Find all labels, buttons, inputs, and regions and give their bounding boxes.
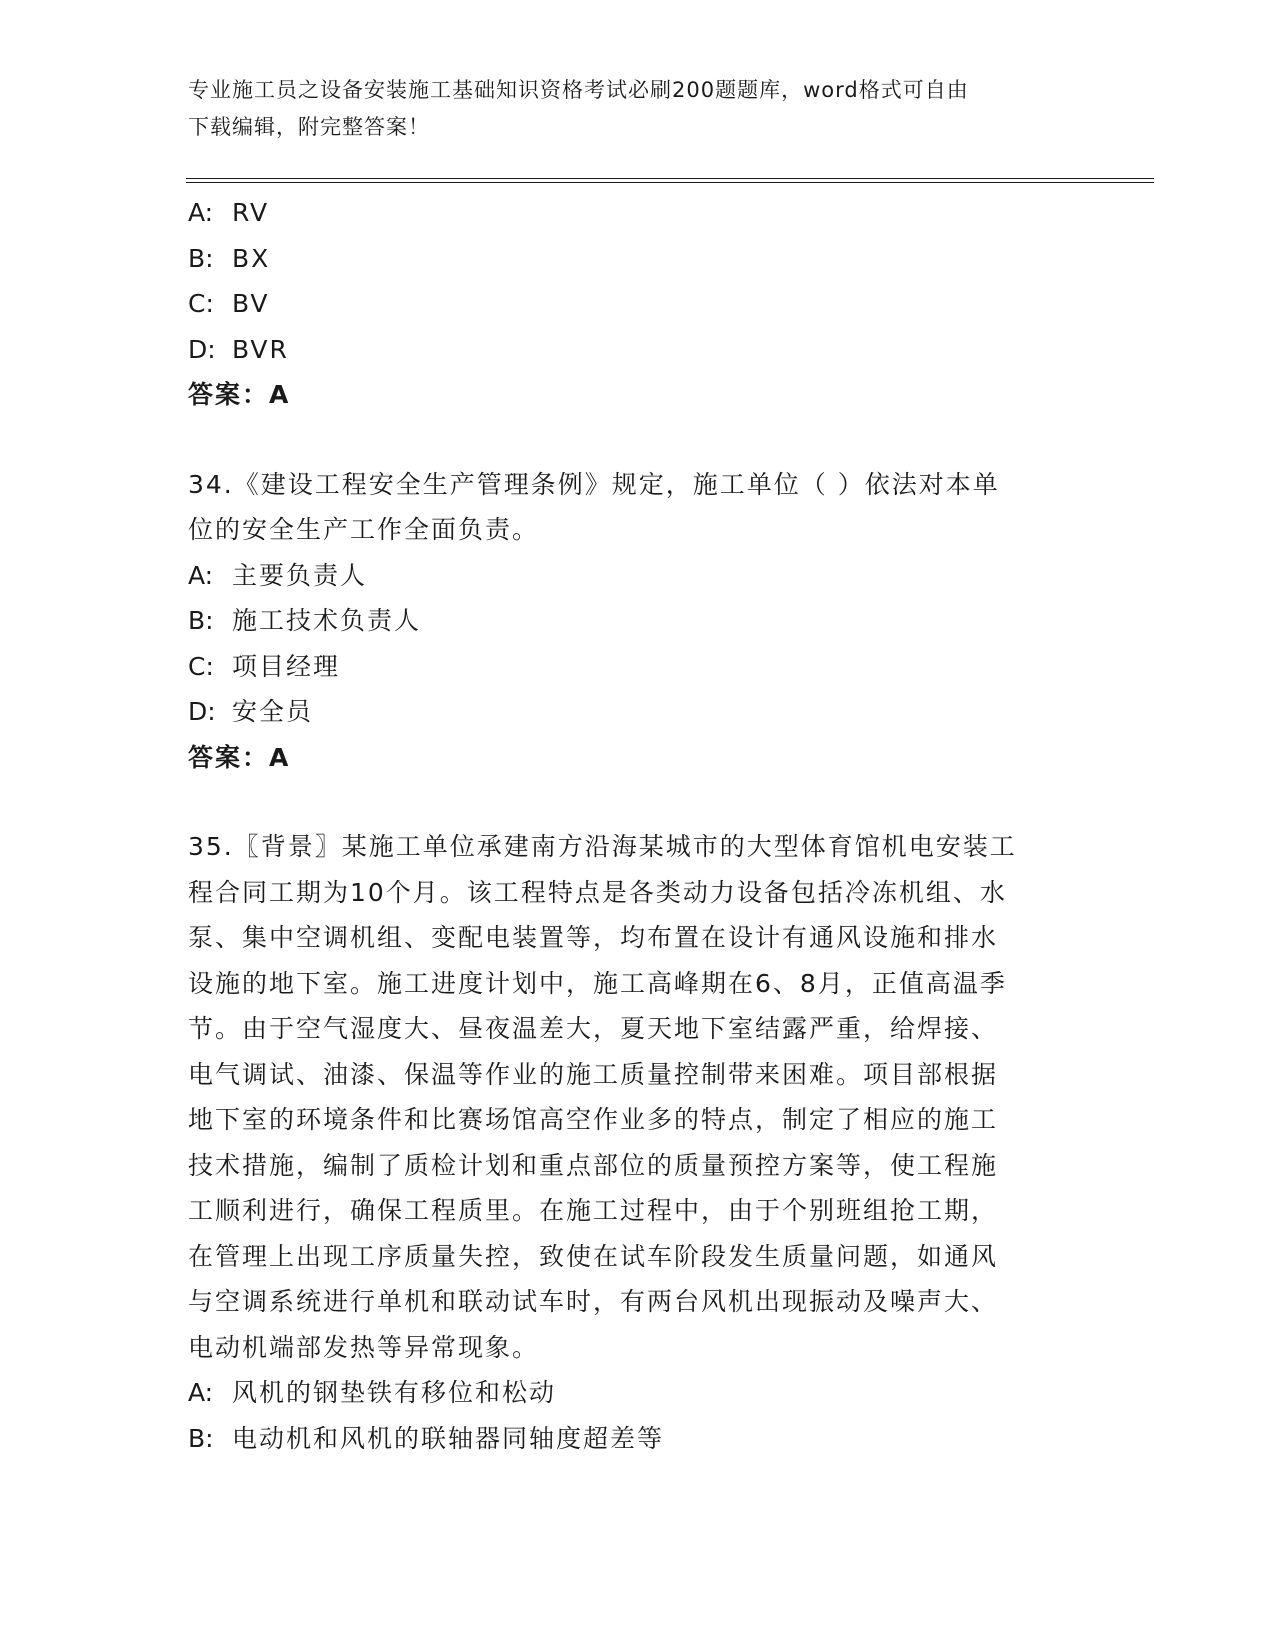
question-text-line: 技术措施，编制了质检计划和重点部位的质量预控方案等，使工程施 xyxy=(188,1150,999,1180)
header-divider-top xyxy=(186,178,1154,179)
question-text-line: 与空调系统进行单机和联动试车时，有两台风机出现振动及噪声大、 xyxy=(188,1287,999,1316)
question-35 xyxy=(188,824,1088,1461)
option-text: 安全员 xyxy=(232,697,314,726)
option-text: BV xyxy=(232,289,270,318)
option-d xyxy=(188,689,1088,735)
header-divider-bottom xyxy=(186,182,1154,183)
option-text: RV xyxy=(232,198,270,227)
question-text-line: 34.《建设工程安全生产管理条例》规定，施工单位（ ）依法对本单 xyxy=(188,469,1000,499)
option-letter: D: xyxy=(188,697,216,726)
question-text-line: 35.〖背景〗某施工单位承建南方沿海某城市的大型体育馆机电安装工 xyxy=(188,832,1017,861)
option-text: 风机的钢垫铁有移位和松动 xyxy=(232,1378,557,1407)
option-text: BX xyxy=(232,243,271,273)
question-text-line: 电气调试、油漆、保温等作业的施工质量控制带来困难。项目部根据 xyxy=(188,1059,999,1089)
question-34 xyxy=(188,462,1088,781)
option-text: 项目经理 xyxy=(232,651,341,681)
option-b xyxy=(188,598,1088,644)
option-b xyxy=(188,1416,1088,1462)
answer-line: 答案：A xyxy=(188,742,291,772)
option-d xyxy=(188,327,1088,373)
question-text-line: 泵、集中空调机组、变配电装置等，均布置在设计有通风设施和排水 xyxy=(188,923,999,952)
option-b xyxy=(188,236,1088,282)
question-text-line: 电动机端部发热等异常现象。 xyxy=(188,1332,540,1362)
option-letter: B: xyxy=(188,606,214,635)
question-text-line: 程合同工期为10个月。该工程特点是各类动力设备包括冷冻机组、水 xyxy=(188,877,1007,907)
option-letter: B: xyxy=(188,243,214,273)
question-text-line: 设施的地下室。施工进度计划中，施工高峰期在6、8月，正值高温季 xyxy=(188,968,1007,998)
option-text: BVR xyxy=(232,334,289,364)
option-a xyxy=(188,553,1088,599)
option-text: 主要负责人 xyxy=(232,560,368,590)
document-body xyxy=(188,190,1088,1461)
option-text: 施工技术负责人 xyxy=(232,606,422,635)
option-a xyxy=(188,1370,1088,1416)
option-letter: C: xyxy=(188,289,214,318)
option-letter: A: xyxy=(188,560,214,590)
option-letter: D: xyxy=(188,334,216,364)
question-text-line: 在管理上出现工序质量失控，致使在试车阶段发生质量问题，如通风 xyxy=(188,1241,999,1271)
option-a xyxy=(188,190,1088,236)
question-text-line: 工顺利进行，确保工程质里。在施工过程中，由于个别班组抢工期， xyxy=(188,1196,999,1225)
option-text: 电动机和风机的联轴器同轴度超差等 xyxy=(232,1423,665,1453)
answer-line: 答案：A xyxy=(188,380,291,409)
question-text-line: 地下室的环境条件和比赛场馆高空作业多的特点，制定了相应的施工 xyxy=(188,1105,999,1134)
page-header xyxy=(188,72,1068,146)
option-c xyxy=(188,644,1088,690)
header-line-2: 下载编辑，附完整答案！ xyxy=(188,115,430,139)
header-line-1: 专业施工员之设备安装施工基础知识资格考试必刷200题题库，word格式可自由 xyxy=(188,78,969,102)
option-c xyxy=(188,281,1088,327)
option-letter: A: xyxy=(188,198,214,227)
question-33 xyxy=(188,190,1088,418)
option-letter: C: xyxy=(188,651,214,681)
question-text-line: 节。由于空气湿度大、昼夜温差大，夏天地下室结露严重，给焊接、 xyxy=(188,1014,999,1043)
option-letter: A: xyxy=(188,1378,214,1407)
option-letter: B: xyxy=(188,1423,214,1453)
question-text-line: 位的安全生产工作全面负责。 xyxy=(188,515,540,544)
